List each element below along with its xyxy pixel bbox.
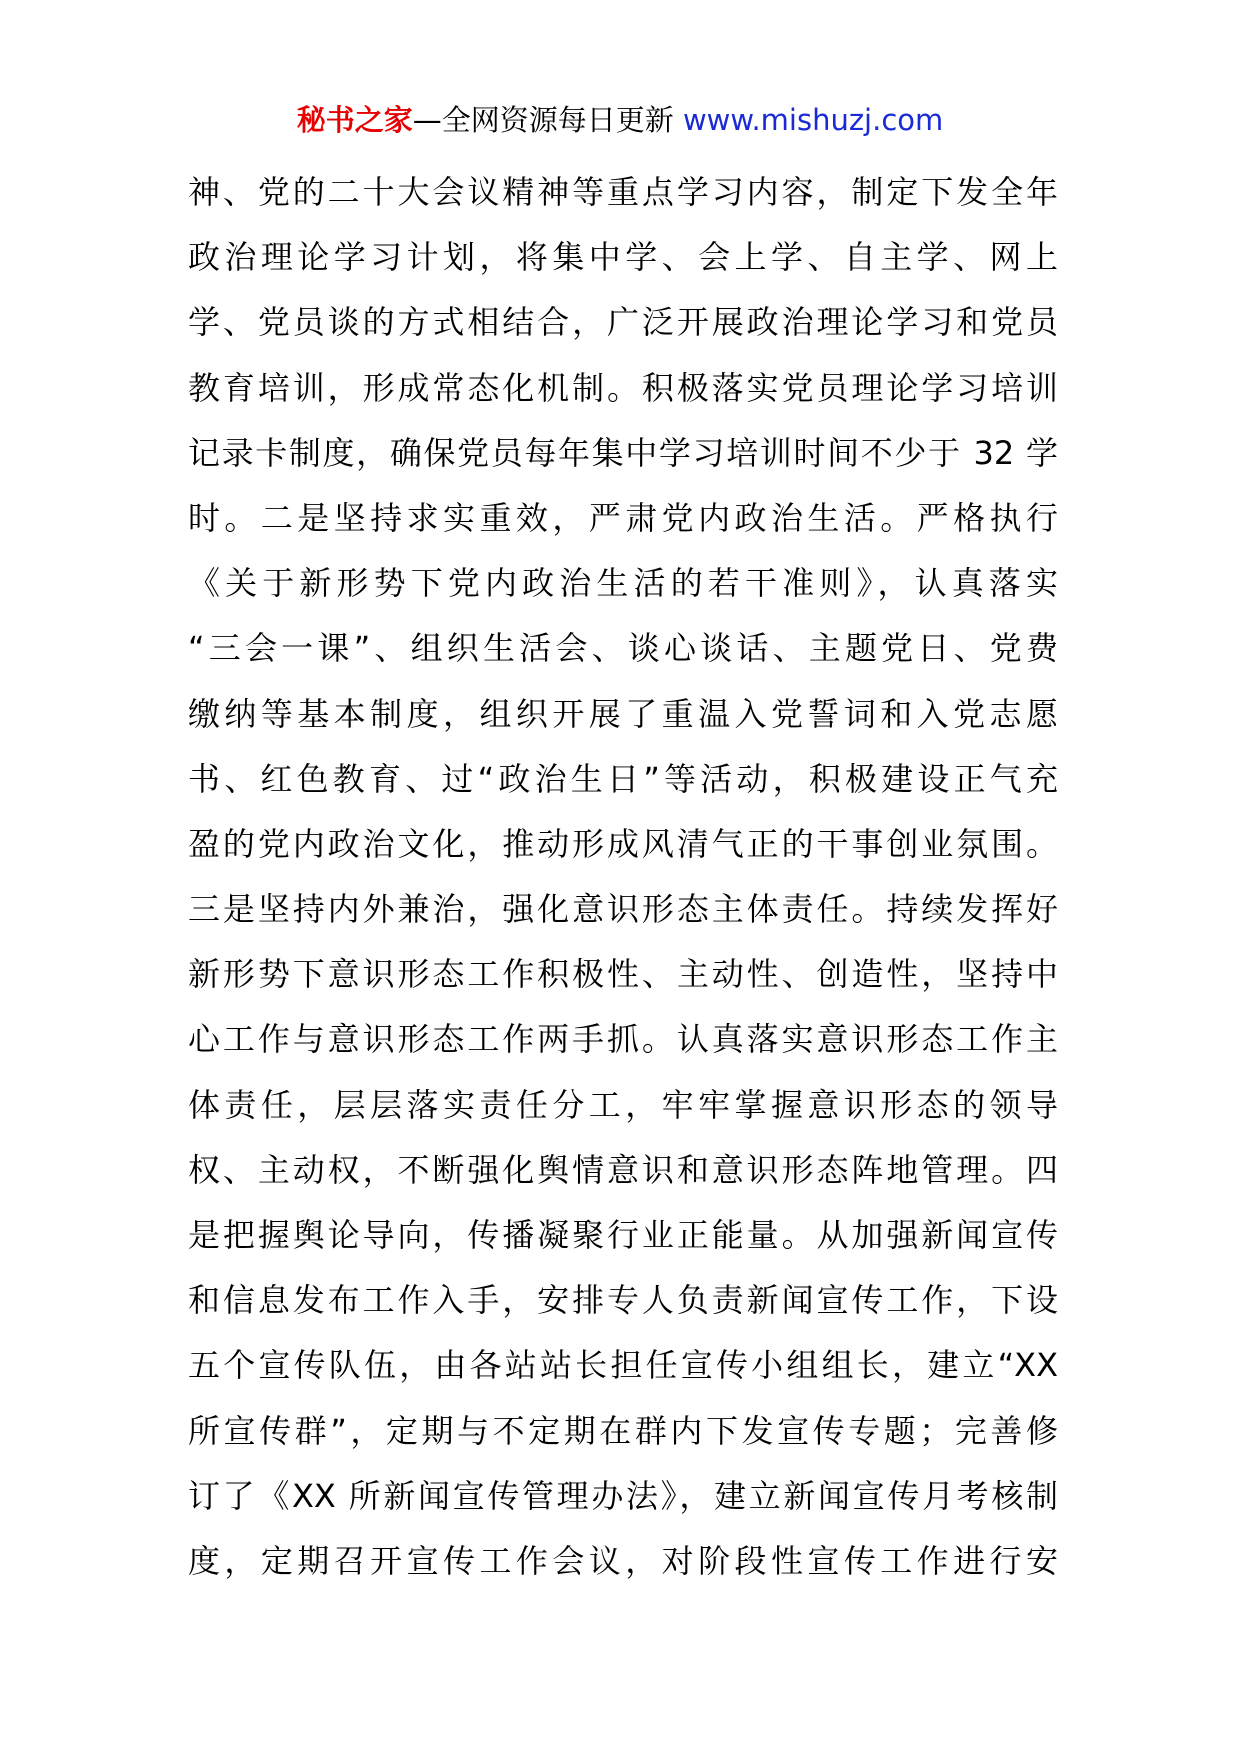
text-line: 记录卡制度，确保党员每年集中学习培训时间不少于 32 学 xyxy=(188,433,1058,472)
text-line: 度，定期召开宣传工作会议，对阶段性宣传工作进行安 xyxy=(188,1541,1058,1580)
text-line: 书、红色教育、过“政治生日”等活动，积极建设正气充 xyxy=(188,759,1058,798)
text-line: 缴纳等基本制度，组织开展了重温入党誓词和入党志愿 xyxy=(188,694,1058,733)
text-line: 权、主动权，不断强化舆情意识和意识形态阵地管理。四 xyxy=(188,1150,1058,1189)
text-line: 五个宣传队伍，由各站站长担任宣传小组组长，建立“XX xyxy=(188,1346,1058,1385)
text-line: 三是坚持内外兼治，强化意识形态主体责任。持续发挥好 xyxy=(188,890,1058,929)
text-line: “三会一课”、组织生活会、谈心谈话、主题党日、党费 xyxy=(188,629,1058,668)
text-line: 心工作与意识形态工作两手抓。认真落实意识形态工作主 xyxy=(188,1020,1058,1059)
text-line: 时。二是坚持求实重效，严肃党内政治生活。严格执行 xyxy=(188,498,1058,537)
text-line: 盈的党内政治文化，推动形成风清气正的干事创业氛围。 xyxy=(188,824,1058,863)
text-line: 体责任，层层落实责任分工，牢牢掌握意识形态的领导 xyxy=(188,1085,1058,1124)
text-line: 新形势下意识形态工作积极性、主动性、创造性，坚持中 xyxy=(188,955,1058,994)
site-url-link[interactable]: www.mishuzj.com xyxy=(682,103,944,137)
text-line: 和信息发布工作入手，安排专人负责新闻宣传工作，下设 xyxy=(188,1281,1058,1320)
text-line: 《关于新形势下党内政治生活的若干准则》，认真落实 xyxy=(188,564,1058,603)
text-line: 教育培训，形成常态化机制。积极落实党员理论学习培训 xyxy=(188,368,1058,407)
text-line: 神、党的二十大会议精神等重点学习内容，制定下发全年 xyxy=(188,173,1058,211)
document-body xyxy=(188,160,1058,1594)
page-header xyxy=(0,100,1240,140)
text-line: 所宣传群”，定期与不定期在群内下发宣传专题；完善修 xyxy=(188,1411,1058,1450)
text-line: 订了《XX 所新闻宣传管理办法》，建立新闻宣传月考核制 xyxy=(188,1476,1058,1515)
text-line: 是把握舆论导向，传播凝聚行业正能量。从加强新闻宣传 xyxy=(188,1216,1058,1254)
text-line: 学、党员谈的方式相结合，广泛开展政治理论学习和党员 xyxy=(188,303,1058,342)
text-line: 政治理论学习计划，将集中学、会上学、自主学、网上 xyxy=(188,238,1058,277)
header-tagline: —全网资源每日更新 xyxy=(412,103,683,137)
brand-name: 秘书之家 xyxy=(296,103,413,137)
